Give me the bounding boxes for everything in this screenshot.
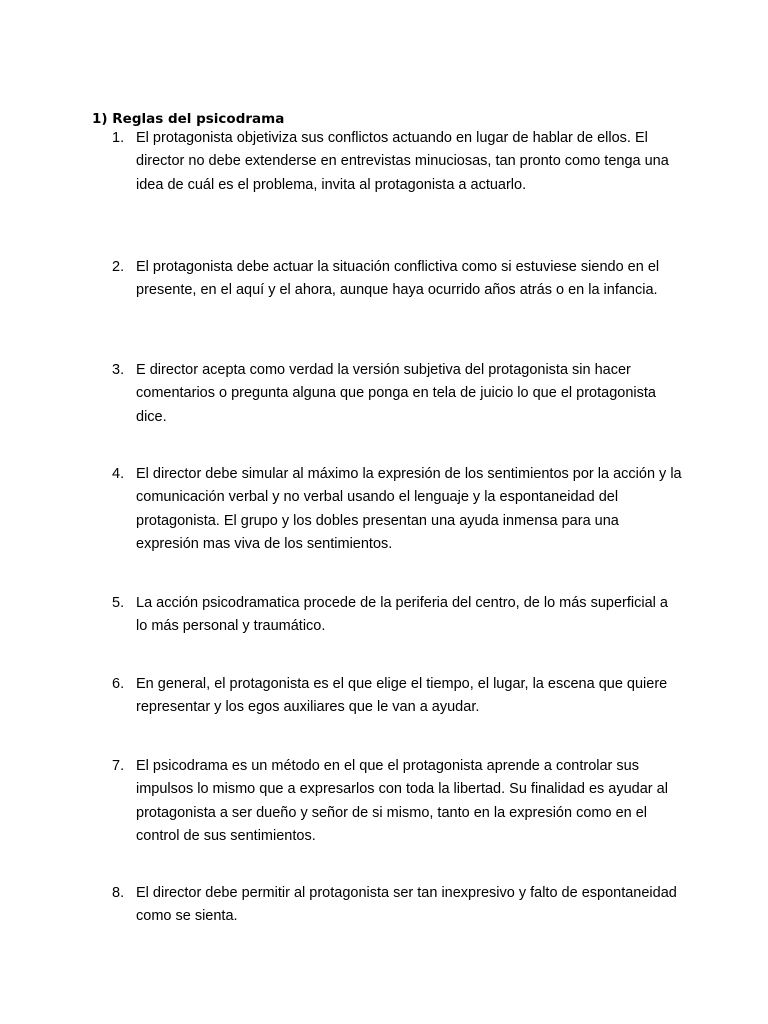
rule-text: La acción psicodramatica procede de la periferia del centro, de lo más superficial a lo más personal y traumático. <box>136 595 668 635</box>
rule-number: 2. <box>112 259 125 275</box>
rule-number: 4. <box>112 466 125 482</box>
rule-item-1 <box>112 127 682 197</box>
rule-item-4 <box>112 463 682 556</box>
rule-item-2 <box>112 256 682 303</box>
rule-text: El director debe simular al máximo la expresión de los sentimientos por la acción y la comunicación verbal y no verbal usando el lenguaje y la espontaneidad del protagonista. El grupo y los dobles presentan una ayuda inmensa para una expresión mas viva de los sentimientos. <box>136 466 682 552</box>
rule-item-5 <box>112 592 682 639</box>
rule-text: E director acepta como verdad la versión subjetiva del protagonista sin hacer comentarios o pregunta alguna que ponga en tela de juicio lo que el protagonista dice. <box>136 362 656 425</box>
rule-text: El protagonista objetiviza sus conflictos actuando en lugar de hablar de ellos. El director no debe extenderse en entrevistas minuciosas, tan pronto como tenga una idea de cuál es el problema, invita al protagonista a actuarlo. <box>136 130 669 193</box>
rule-number: 7. <box>112 758 125 774</box>
rule-text: El director debe permitir al protagonista ser tan inexpresivo y falto de espontaneidad como se sienta. <box>136 885 677 925</box>
rule-item-3 <box>112 359 682 429</box>
rule-item-8 <box>112 882 682 929</box>
rule-item-7 <box>112 755 682 848</box>
rule-text: En general, el protagonista es el que elige el tiempo, el lugar, la escena que quiere representar y los egos auxiliares que le van a ayudar. <box>136 676 668 716</box>
rule-number: 1. <box>112 130 125 146</box>
rule-text: El protagonista debe actuar la situación conflictiva como si estuviese siendo en el presente, en el aquí y el ahora, aunque haya ocurrido años atrás o en la infancia. <box>136 259 660 299</box>
rule-item-6 <box>112 673 682 720</box>
rule-number: 5. <box>112 595 125 611</box>
section-heading: 1) Reglas del psicodrama <box>92 111 285 127</box>
rule-number: 6. <box>112 676 125 692</box>
rule-number: 3. <box>112 362 125 378</box>
rule-number: 8. <box>112 885 125 901</box>
rule-text: El psicodrama es un método en el que el protagonista aprende a controlar sus impulsos lo mismo que a expresarlos con toda la libertad. Su finalidad es ayudar al protagonista a ser dueño y señor de si mismo, tanto en la expresión como en el control de sus sentimientos. <box>136 758 668 844</box>
